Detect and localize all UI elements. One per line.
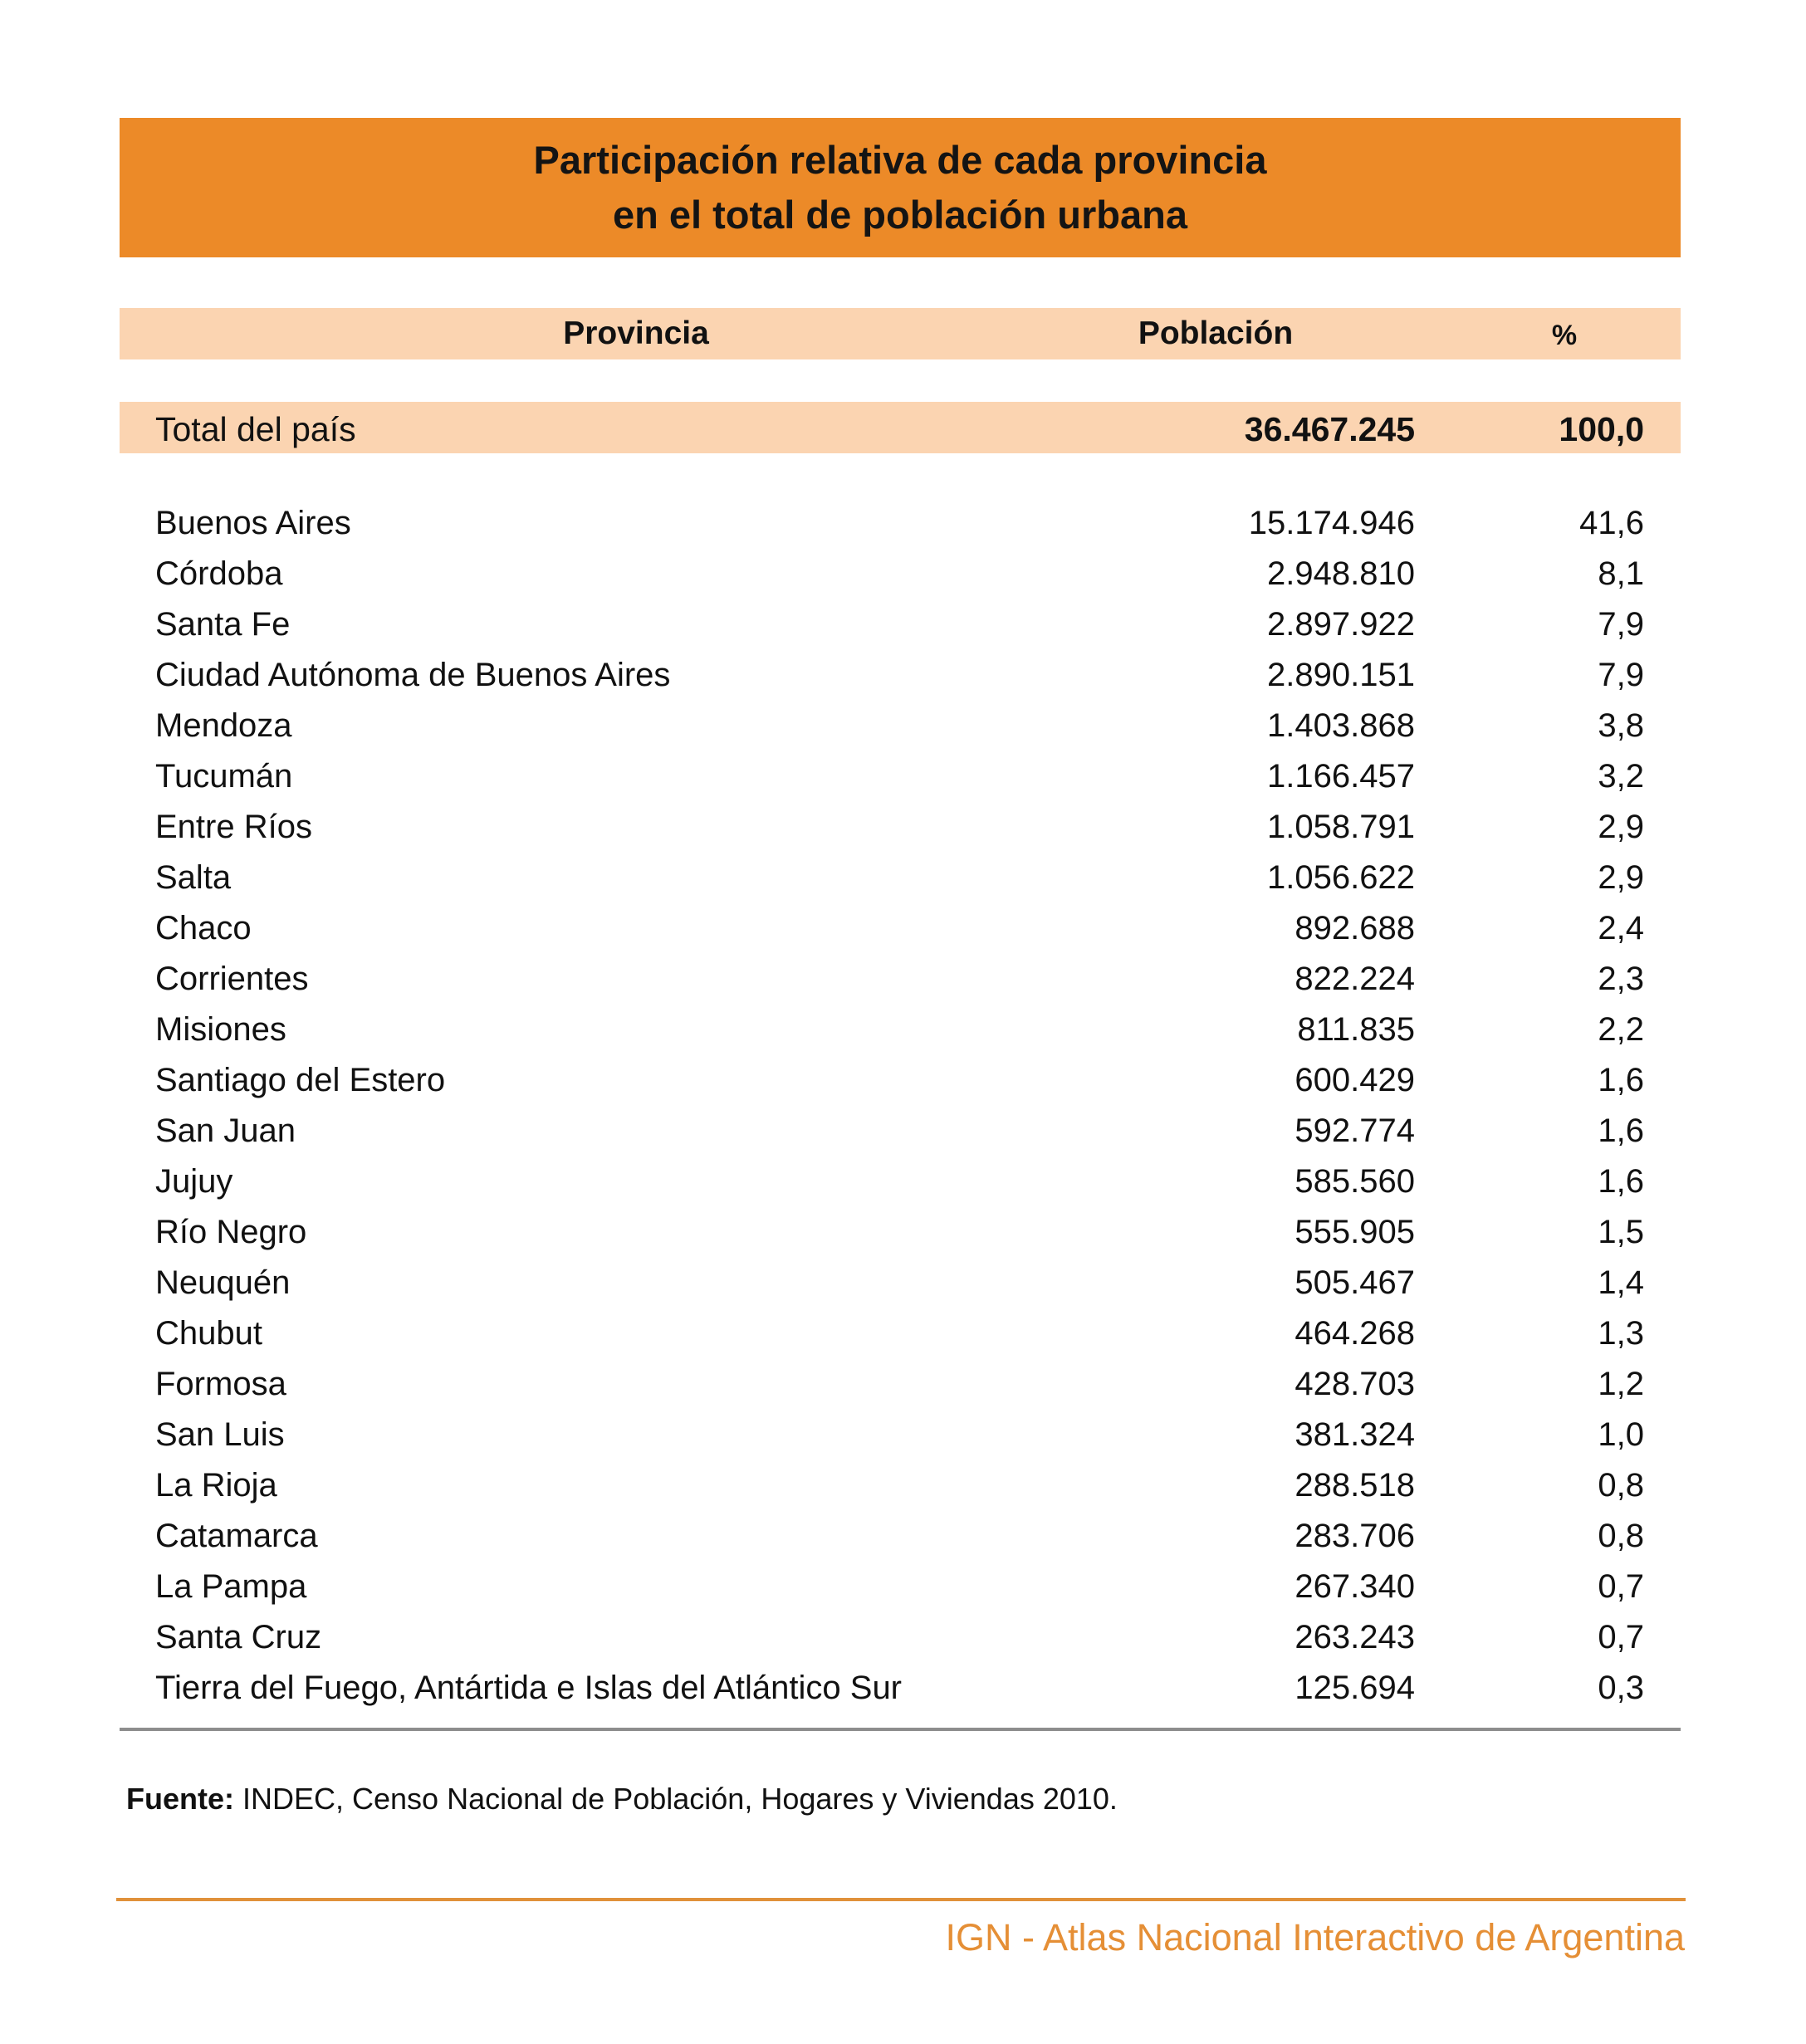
percent-value: 1,3 (1598, 1315, 1644, 1352)
total-poblacion: 36.467.245 (1244, 410, 1415, 448)
percent-value: 0,3 (1598, 1670, 1644, 1706)
population-value: 822.224 (1295, 961, 1415, 997)
population-value: 288.518 (1295, 1467, 1415, 1504)
table-row (120, 1562, 1681, 1612)
population-value: 1.058.791 (1267, 809, 1415, 845)
title-line-2: en el total de población urbana (612, 193, 1188, 237)
province-name: Santa Fe (155, 606, 291, 643)
percent-value: 1,5 (1598, 1214, 1644, 1250)
province-name: Ciudad Autónoma de Buenos Aires (155, 657, 671, 693)
population-value: 267.340 (1295, 1568, 1415, 1605)
population-value: 2.890.151 (1267, 657, 1415, 693)
percent-value: 0,7 (1598, 1568, 1644, 1605)
percent-value: 0,7 (1598, 1619, 1644, 1655)
table-row (120, 1511, 1681, 1562)
table-row (120, 1005, 1681, 1055)
percent-value: 1,6 (1598, 1163, 1644, 1200)
province-name: Córdoba (155, 555, 283, 592)
footer-credit: IGN - Atlas Nacional Interactivo de Argentina (945, 1916, 1685, 1958)
population-value: 811.835 (1297, 1011, 1415, 1048)
percent-value: 1,6 (1598, 1112, 1644, 1149)
province-name: San Juan (155, 1112, 296, 1149)
population-value: 2.897.922 (1267, 606, 1415, 643)
province-name: Buenos Aires (155, 505, 351, 541)
table-row (120, 1460, 1681, 1511)
province-name: Santiago del Estero (155, 1062, 446, 1098)
total-label: Total del país (155, 410, 356, 448)
province-name: Chubut (155, 1315, 262, 1352)
percent-value: 2,9 (1598, 859, 1644, 896)
table-row (120, 853, 1681, 903)
province-name: La Pampa (155, 1568, 307, 1605)
population-value: 555.905 (1295, 1214, 1415, 1250)
table-row (120, 1207, 1681, 1258)
percent-value: 2,3 (1598, 961, 1644, 997)
table-row (120, 599, 1681, 650)
source-label: Fuente: (126, 1782, 234, 1816)
table-row (120, 1055, 1681, 1106)
total-percent: 100,0 (1559, 410, 1644, 448)
province-name: Chaco (155, 910, 252, 946)
percent-value: 3,2 (1598, 758, 1644, 795)
table-row (120, 954, 1681, 1005)
province-name: Neuquén (155, 1264, 291, 1301)
province-name: La Rioja (155, 1467, 277, 1504)
percent-value: 3,8 (1598, 707, 1644, 744)
table-row (120, 701, 1681, 751)
province-name: San Luis (155, 1416, 285, 1453)
percent-value: 7,9 (1598, 606, 1644, 643)
population-value: 505.467 (1295, 1264, 1415, 1301)
percent-value: 0,8 (1598, 1467, 1644, 1504)
province-name: Tierra del Fuego, Antártida e Islas del Atlántico Sur (155, 1670, 903, 1706)
percent-value: 1,4 (1598, 1264, 1644, 1301)
table-row (120, 498, 1681, 549)
province-name: Tucumán (155, 758, 293, 795)
table-row (120, 1359, 1681, 1410)
percent-value: 1,0 (1598, 1416, 1644, 1453)
population-value: 1.056.622 (1267, 859, 1415, 896)
population-value: 283.706 (1295, 1518, 1415, 1554)
province-name: Formosa (155, 1366, 286, 1402)
population-value: 1.403.868 (1267, 707, 1415, 744)
column-header-poblacion: Población (1138, 315, 1294, 351)
province-name: Santa Cruz (155, 1619, 322, 1655)
population-value: 381.324 (1295, 1416, 1415, 1453)
percent-value: 7,9 (1598, 657, 1644, 693)
population-value: 263.243 (1295, 1619, 1415, 1655)
table-row (120, 1156, 1681, 1207)
population-value: 592.774 (1295, 1112, 1415, 1149)
column-header-provincia: Provincia (563, 315, 709, 351)
total-row (120, 402, 1681, 453)
population-value: 15.174.946 (1248, 505, 1415, 541)
population-value: 1.166.457 (1267, 758, 1415, 795)
population-value: 428.703 (1295, 1366, 1415, 1402)
population-value: 600.429 (1295, 1062, 1415, 1098)
population-value: 892.688 (1295, 910, 1415, 946)
source-note (126, 1778, 1118, 1820)
title-line-1: Participación relativa de cada provincia (533, 138, 1267, 182)
province-name: Mendoza (155, 707, 292, 744)
source-text: INDEC, Censo Nacional de Población, Hogares y Viviendas 2010. (234, 1782, 1118, 1816)
table-row (120, 1410, 1681, 1460)
province-name: Catamarca (155, 1518, 318, 1554)
population-value: 464.268 (1295, 1315, 1415, 1352)
table-row (120, 1663, 1681, 1714)
population-value: 2.948.810 (1267, 555, 1415, 592)
province-table-body (120, 498, 1681, 1714)
province-name: Río Negro (155, 1214, 307, 1250)
table-row (120, 751, 1681, 802)
percent-value: 1,6 (1598, 1062, 1644, 1098)
population-value: 585.560 (1295, 1163, 1415, 1200)
province-name: Misiones (155, 1011, 286, 1048)
title-banner (120, 118, 1681, 257)
table-row (120, 1258, 1681, 1308)
province-name: Salta (155, 859, 232, 896)
table-header (120, 308, 1681, 359)
footer-rule (116, 1898, 1686, 1901)
table-row (120, 1106, 1681, 1156)
table-row (120, 802, 1681, 853)
percent-value: 41,6 (1579, 505, 1644, 541)
column-header-percent: % (1551, 320, 1578, 351)
percent-value: 2,2 (1598, 1011, 1644, 1048)
percent-value: 2,4 (1598, 910, 1644, 946)
percent-value: 1,2 (1598, 1366, 1644, 1402)
province-name: Entre Ríos (155, 809, 312, 845)
table-bottom-rule (120, 1728, 1681, 1731)
table-row (120, 650, 1681, 701)
table-row (120, 1612, 1681, 1663)
province-name: Corrientes (155, 961, 309, 997)
table-row (120, 903, 1681, 954)
population-value: 125.694 (1295, 1670, 1415, 1706)
province-name: Jujuy (155, 1163, 233, 1200)
table-row (120, 549, 1681, 599)
percent-value: 0,8 (1598, 1518, 1644, 1554)
table-row (120, 1308, 1681, 1359)
percent-value: 8,1 (1598, 555, 1644, 592)
percent-value: 2,9 (1598, 809, 1644, 845)
